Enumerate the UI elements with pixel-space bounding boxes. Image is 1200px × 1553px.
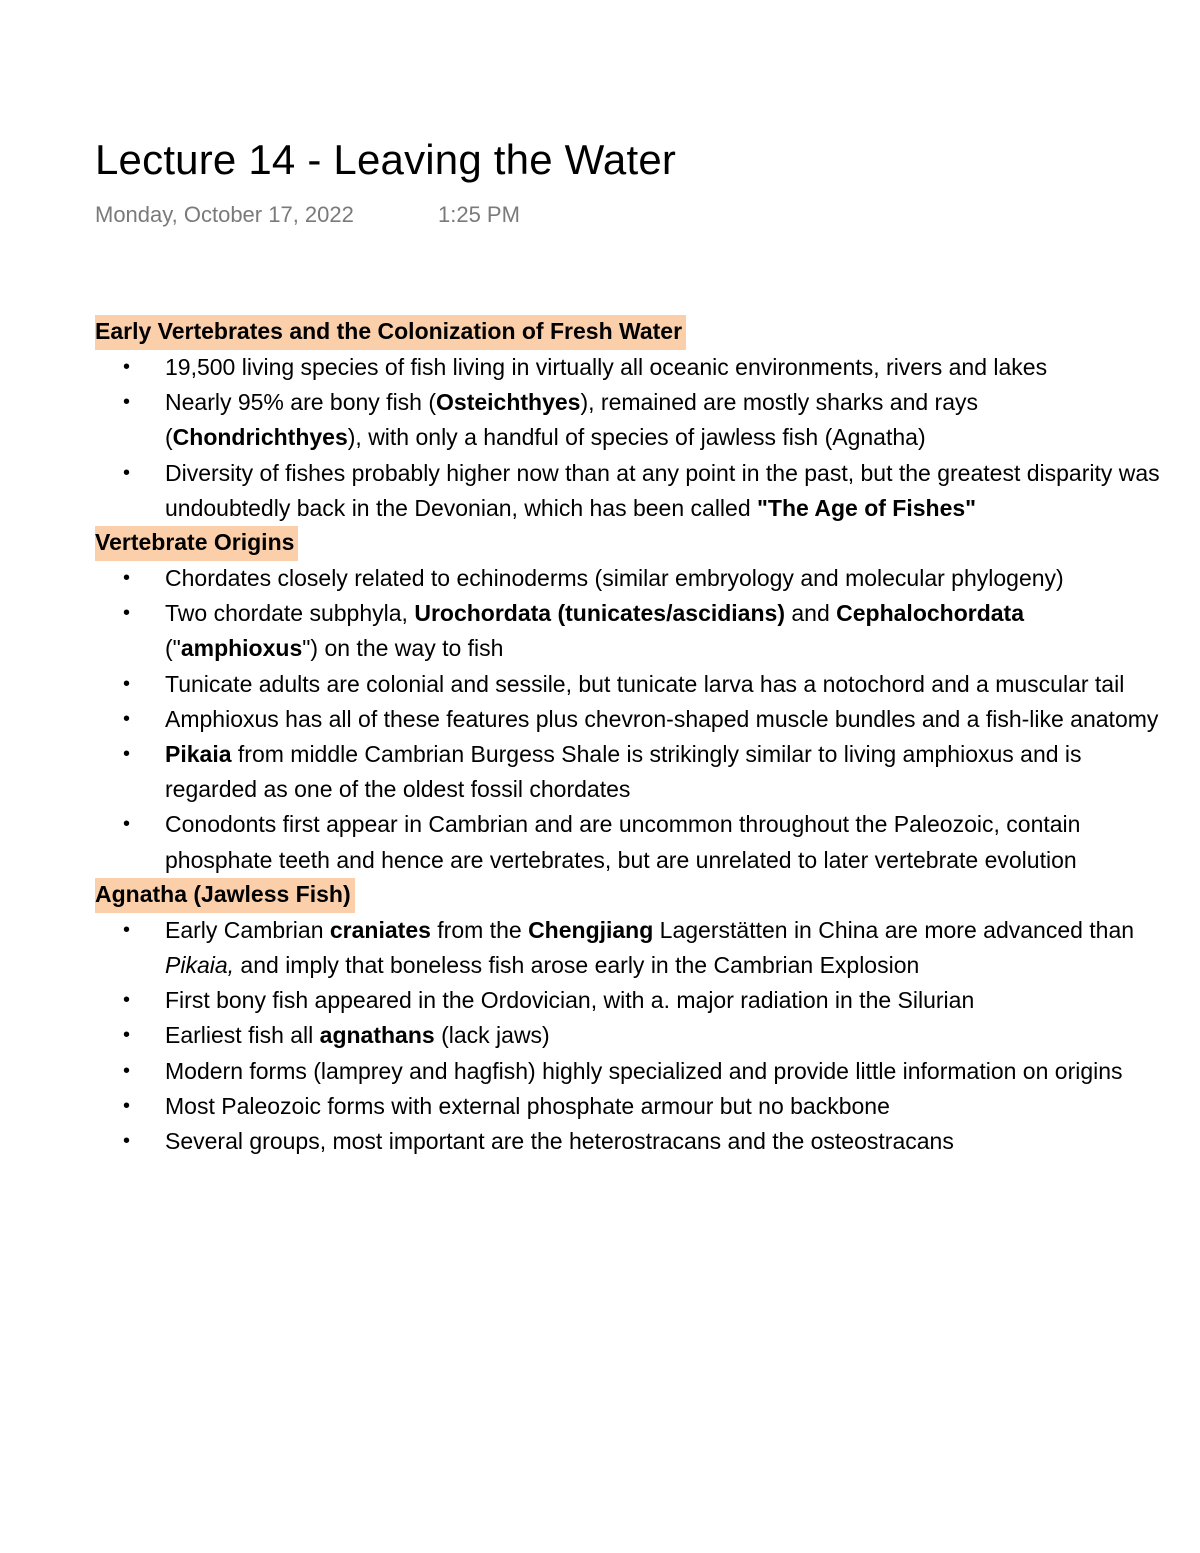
bold-term: amphioxus	[180, 635, 303, 662]
bold-term: Pikaia	[165, 741, 232, 768]
bullet-list	[95, 350, 1175, 526]
bullet-icon: •	[123, 1024, 131, 1047]
bold-term: Osteichthyes	[436, 389, 581, 416]
bullet-item	[95, 1124, 1175, 1159]
section-heading: Agnatha (Jawless Fish)	[95, 878, 355, 913]
bullet-item	[95, 913, 1175, 983]
bullet-icon: •	[123, 813, 131, 836]
bold-term: craniates	[329, 916, 431, 943]
bold-term: Chondrichthyes	[172, 424, 348, 451]
bold-term: "The Age of Fishes"	[757, 494, 977, 521]
text-run: (lack jaws)	[434, 1022, 550, 1049]
bullet-icon: •	[123, 918, 131, 941]
bullet-icon: •	[123, 1059, 131, 1082]
bullet-icon: •	[123, 602, 131, 625]
bullet-icon: •	[123, 707, 131, 730]
bullet-list	[95, 913, 1175, 1159]
page-date: Monday, October 17, 2022	[95, 202, 354, 227]
text-run: Several groups, most important are the heterostracans and the osteostracans	[165, 1128, 954, 1155]
text-run: ), remained are mostly sharks and rays (	[165, 389, 979, 451]
bullet-item	[95, 1054, 1175, 1089]
bullet-item	[95, 561, 1175, 596]
bullet-item	[95, 596, 1175, 666]
bullet-icon: •	[123, 1094, 131, 1117]
text-run: Tunicate adults are colonial and sessile, but tunicate larva has a notochord and a muscular tail	[165, 670, 1125, 697]
bullet-item	[95, 737, 1175, 807]
text-run: and	[784, 600, 837, 627]
bold-term: Urochordata (tunicates/ascidians)	[414, 600, 785, 627]
bold-term: agnathans	[319, 1022, 435, 1049]
bullet-icon: •	[123, 1130, 131, 1153]
page-header	[95, 130, 1170, 230]
bullet-item	[95, 385, 1175, 455]
page-title: Lecture 14 - Leaving the Water	[95, 136, 677, 183]
page-time: 1:25 PM	[438, 202, 520, 227]
bullet-item	[95, 807, 1175, 877]
bullet-item	[95, 702, 1175, 737]
text-run: First bony fish appeared in the Ordovician, with a. major radiation in the Silurian	[165, 987, 975, 1014]
text-run: Lagerstätten in China are more advanced than	[653, 916, 1135, 943]
bullet-icon: •	[123, 989, 131, 1012]
bullet-list	[95, 561, 1175, 878]
bullet-item	[95, 1089, 1175, 1124]
text-run: Earliest fish all	[165, 1022, 320, 1049]
bullet-icon: •	[123, 461, 131, 484]
section-heading: Early Vertebrates and the Colonization of Fresh Water	[95, 315, 686, 350]
text-run: ), with only a handful of species of jawless fish (Agnatha)	[347, 424, 926, 451]
italic-term: Pikaia,	[165, 952, 235, 979]
bullet-item	[95, 350, 1175, 385]
page-meta	[95, 200, 1170, 230]
note-body	[95, 315, 1175, 1159]
text-run: Nearly 95% are bony fish (	[165, 389, 437, 416]
text-run: ("	[165, 635, 181, 662]
bold-term: Chengjiang	[528, 916, 654, 943]
bullet-item	[95, 456, 1175, 526]
bullet-icon: •	[123, 356, 131, 378]
section	[95, 878, 1175, 1159]
text-run: and imply that boneless fish arose early in the Cambrian Explosion	[234, 952, 920, 979]
bullet-item	[95, 983, 1175, 1018]
bullet-item	[95, 667, 1175, 702]
text-run: Amphioxus has all of these features plus chevron-shaped muscle bundles and a fish-like anatomy	[165, 705, 1159, 732]
bullet-icon: •	[123, 391, 131, 414]
text-run: from the	[430, 916, 529, 943]
bullet-icon: •	[123, 567, 131, 590]
text-run: Diversity of fishes probably higher now than at any point in the past, but the greatest disparity was undoubtedly back in the Devonian, which has been called	[165, 459, 1160, 521]
text-run: Chordates closely related to echinoderms (similar embryology and molecular phylogeny)	[165, 565, 1064, 592]
bold-term: Cephalochordata	[836, 600, 1025, 627]
text-run: Two chordate subphyla,	[165, 600, 415, 627]
text-run: 19,500 living species of fish living in virtually all oceanic environments, rivers and lakes	[165, 354, 1048, 380]
bullet-icon: •	[123, 672, 131, 695]
text-run: from middle Cambrian Burgess Shale is strikingly similar to living amphioxus and is regarded as one of the oldest fossil chordates	[165, 741, 1082, 803]
section-heading: Vertebrate Origins	[95, 526, 298, 561]
text-run: Modern forms (lamprey and hagfish) highly specialized and provide little information on origins	[165, 1057, 1123, 1084]
text-run: Conodonts first appear in Cambrian and are uncommon throughout the Paleozoic, contain phosphate teeth and hence are vertebrates, but are unrelated to later vertebrate evolution	[165, 811, 1081, 873]
text-run: ") on the way to fish	[302, 635, 504, 662]
bullet-icon: •	[123, 743, 131, 766]
text-run: Early Cambrian	[165, 916, 330, 943]
text-run: Most Paleozoic forms with external phosphate armour but no backbone	[165, 1092, 890, 1119]
section	[95, 526, 1175, 878]
bullet-item	[95, 1018, 1175, 1053]
section	[95, 315, 1175, 526]
